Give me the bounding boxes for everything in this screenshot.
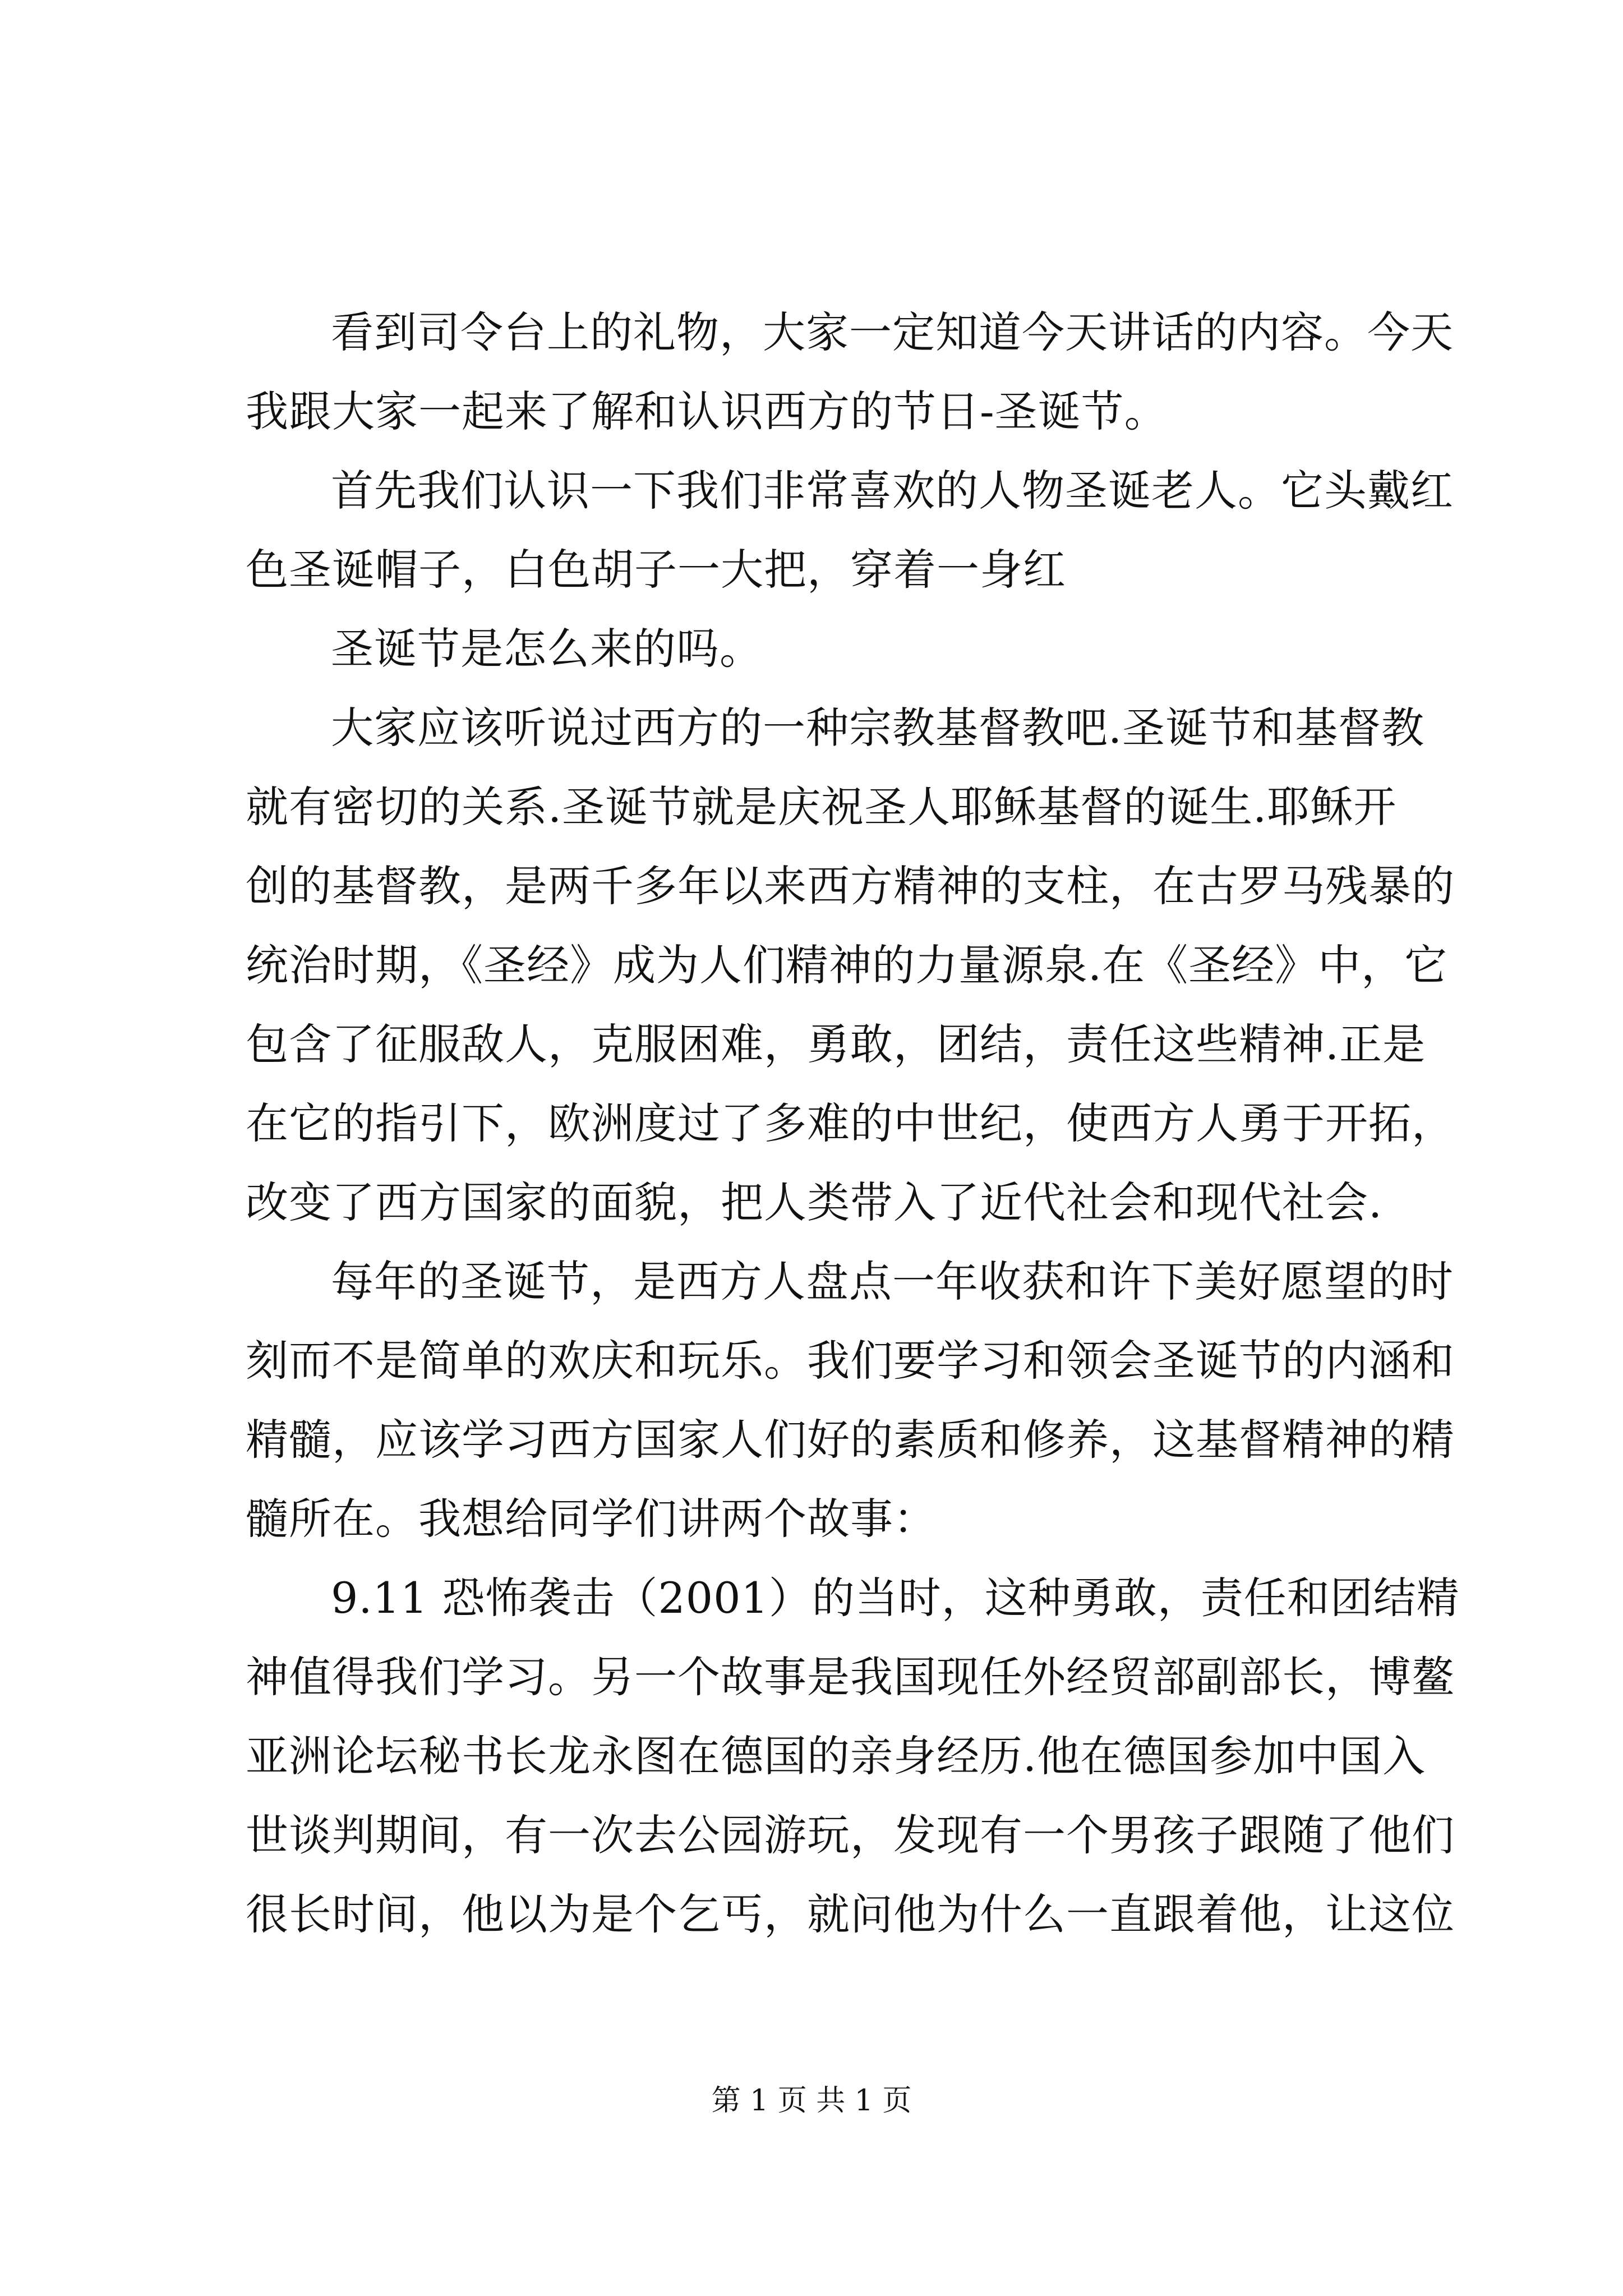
text-line: 世谈判期间，有一次去公园游玩，发现有一个男孩子跟随了他们: [246, 1810, 1455, 1860]
document-body: [246, 293, 1460, 1954]
text-line: 髓所在。我想给同学们讲两个故事：: [246, 1494, 937, 1544]
text-line: 首先我们认识一下我们非常喜欢的人物圣诞老人。它头戴红: [331, 466, 1454, 516]
text-line: 在它的指引下，欧洲度过了多难的中世纪，使西方人勇于开拓，: [246, 1098, 1455, 1148]
text-line: 9.11 恐怖袭击（2001）的当时，这种勇敢，责任和团结精: [331, 1573, 1460, 1623]
text-line: 我跟大家一起来了解和认识西方的节日-圣诞节。: [246, 386, 1168, 436]
text-line: 包含了征服敌人，克服困难，勇敢，团结，责任这些精神.正是: [246, 1019, 1426, 1069]
page-footer: 第 1 页 共 1 页: [711, 2084, 912, 2118]
text-line: 精髓，应该学习西方国家人们好的素质和修养，这基督精神的精: [246, 1415, 1455, 1465]
text-line: 就有密切的关系.圣诞节就是庆祝圣人耶稣基督的诞生.耶稣开: [246, 782, 1397, 832]
text-line: 改变了西方国家的面貌，把人类带入了近代社会和现代社会.: [246, 1177, 1383, 1227]
text-line: 亚洲论坛秘书长龙永图在德国的亲身经历.他在德国参加中国入: [246, 1731, 1426, 1781]
text-line: 创的基督教，是两千多年以来西方精神的支柱，在古罗马残暴的: [246, 861, 1455, 911]
text-line: 圣诞节是怎么来的吗。: [331, 624, 763, 674]
text-line: 刻而不是简单的欢庆和玩乐。我们要学习和领会圣诞节的内涵和: [246, 1336, 1455, 1386]
text-line: 很长时间，他以为是个乞丐，就问他为什么一直跟着他，让这位: [246, 1889, 1455, 1939]
text-line: 神值得我们学习。另一个故事是我国现任外经贸部副部长，博鳌: [246, 1652, 1455, 1702]
text-line: 统治时期，《圣经》成为人们精神的力量源泉.在《圣经》中，它: [246, 940, 1448, 990]
text-line: 大家应该听说过西方的一种宗教基督教吧.圣诞节和基督教: [331, 703, 1425, 753]
text-line: 每年的圣诞节，是西方人盘点一年收获和许下美好愿望的时: [331, 1257, 1454, 1306]
text-line: 看到司令台上的礼物，大家一定知道今天讲话的内容。今天: [331, 307, 1454, 357]
text-line: 色圣诞帽子，白色胡子一大把，穿着一身红: [246, 545, 1066, 595]
